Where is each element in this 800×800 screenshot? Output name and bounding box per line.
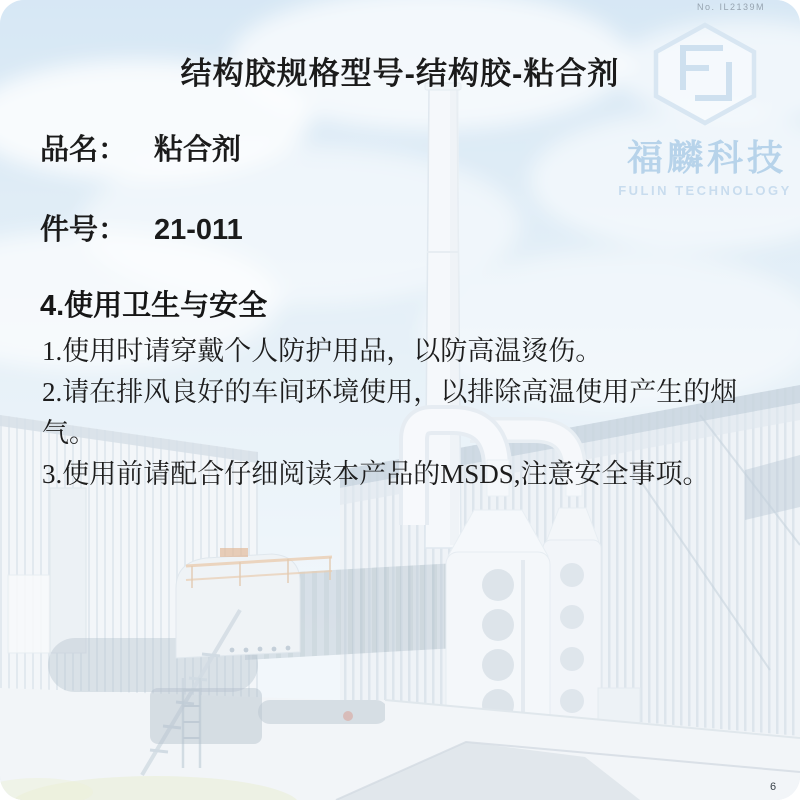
instruction-item-3: 3.使用前请配合仔细阅读本产品的MSDS,注意安全事项。 bbox=[42, 459, 710, 489]
part-number-label: 件号： bbox=[40, 214, 128, 246]
doc-number: No. IL2139M bbox=[697, 2, 766, 12]
logo-company-name-en: FULIN TECHNOLOGY bbox=[618, 183, 792, 198]
section-heading-safety: 4.使用卫生与安全 bbox=[40, 290, 268, 322]
part-number-value: 21-011 bbox=[154, 214, 243, 246]
field-product-name bbox=[40, 127, 241, 168]
logo-company-name-cn: 福麟科技 bbox=[626, 137, 787, 178]
product-name-label: 品名： bbox=[40, 134, 128, 166]
safety-instructions bbox=[42, 331, 757, 495]
page-title: 结构胶规格型号-结构胶-粘合剂 bbox=[180, 56, 620, 91]
product-name-value: 粘合剂 bbox=[154, 134, 242, 166]
instruction-item-1: 1.使用时请穿戴个人防护用品，以防高温烫伤。 bbox=[42, 336, 603, 366]
page-number: 6 bbox=[770, 781, 777, 793]
field-part-number bbox=[40, 207, 243, 248]
instruction-item-2: 2.请在排风良好的车间环境使用，以排除高温使用产生的烟气。 bbox=[42, 377, 738, 448]
